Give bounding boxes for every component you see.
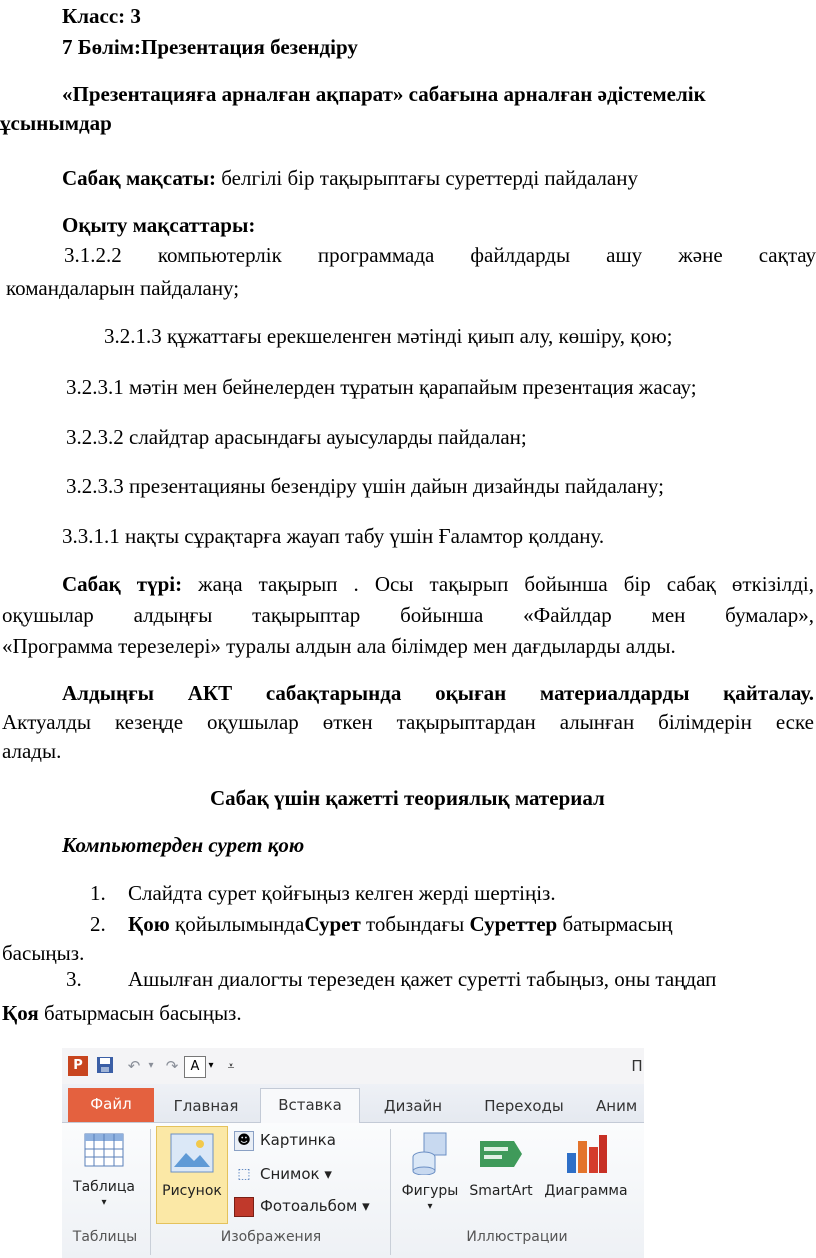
chart-icon — [564, 1131, 608, 1179]
screenshot-button-label: Снимок ▾ — [260, 1165, 332, 1183]
section-line: 7 Бөлім:Презентация безендіру — [62, 35, 358, 59]
doc-title: «Презентацияға арналған ақпарат» сабағына арналған әдістемелік — [62, 82, 706, 106]
group-illustrations-label: Иллюстрации — [466, 1229, 568, 1245]
table-button[interactable] — [68, 1129, 140, 1219]
clipart-button[interactable] — [234, 1129, 364, 1151]
customize-toolbar-icon[interactable]: ⩡ — [227, 1059, 235, 1073]
goal-label: Сабақ мақсаты: — [62, 166, 217, 190]
shapes-button[interactable] — [396, 1129, 464, 1219]
chart-button-label: Диаграмма — [544, 1183, 628, 1199]
step-2-number: 2. — [90, 912, 106, 936]
clipart-icon: ☻ — [234, 1131, 254, 1151]
tab-design[interactable]: Дизайн — [383, 1097, 443, 1115]
theory-heading: Сабақ үшін қажетті теориялық материал — [210, 786, 605, 810]
quick-access-toolbar — [62, 1048, 644, 1084]
step-1-number: 1. — [90, 881, 106, 905]
group-images-label: Изображения — [220, 1229, 322, 1245]
tab-transitions[interactable]: Переходы — [484, 1097, 564, 1115]
photoalbum-icon — [234, 1197, 254, 1217]
objective-4: 3.2.3.2 слайдтар арасындағы ауысуларды пайдалан; — [66, 425, 527, 449]
doc-title-cont: ұсынымдар — [0, 111, 112, 135]
objective-1: 3.1.2.2 компьютерлік программада файлдарды ашу және сақтау — [64, 243, 816, 267]
redo-icon[interactable]: ↷ — [165, 1057, 179, 1075]
group-separator — [150, 1129, 151, 1255]
group-tables-label: Таблицы — [72, 1229, 138, 1245]
type-line-3: «Программа терезелері» туралы алдын ала білімдер мен дағдыларды алды. — [2, 634, 676, 658]
save-icon[interactable] — [96, 1056, 114, 1076]
step-3-text: Ашылған диалогты терезеден қажет суретті табыңыз, оны таңдап — [128, 967, 717, 991]
subheading: Компьютерден сурет қою — [62, 833, 305, 857]
grade-line: Класс: 3 — [62, 4, 141, 28]
ribbon-screenshot — [62, 1048, 644, 1258]
ribbon-tabs — [62, 1084, 644, 1123]
table-dropdown-icon: ▾ — [101, 1197, 107, 1208]
tab-animations[interactable]: Аним — [596, 1097, 638, 1115]
review-line-1: Алдыңғы АКТ сабақтарында оқыған материалдарды қайталау. — [62, 681, 814, 705]
objective-1-cont: командаларын пайдалану; — [6, 276, 240, 300]
objective-6: 3.3.1.1 нақты сұрақтарға жауап табу үшін Ғаламтор қолдану. — [62, 524, 605, 548]
picture-button[interactable] — [156, 1126, 228, 1224]
review-line-2: Актуалды кезеңде оқушылар өткен тақырыптардан алынған білімдерін еске — [2, 710, 814, 734]
tab-file[interactable]: Файл — [68, 1088, 154, 1122]
undo-icon[interactable]: ↶ — [127, 1057, 141, 1075]
step-2-text: Қою қойылымындаСурет тобындағы Суреттер батырмасың — [128, 912, 673, 936]
clipart-button-label: Картинка — [260, 1131, 336, 1149]
table-button-label: Таблица — [73, 1179, 135, 1195]
shapes-dropdown-icon: ▾ — [427, 1201, 433, 1212]
window-title: П — [631, 1057, 643, 1075]
picture-icon — [170, 1133, 214, 1177]
goal-text: белгілі бір тақырыптағы суреттерді пайдалану — [216, 166, 638, 190]
picture-button-label: Рисунок — [162, 1183, 222, 1199]
photoalbum-button-label: Фотоальбом ▾ — [260, 1197, 370, 1215]
goal-line — [62, 165, 638, 191]
font-dropdown-icon[interactable]: ▾ — [208, 1060, 214, 1071]
smartart-icon — [478, 1135, 524, 1177]
screenshot-button[interactable] — [234, 1163, 364, 1185]
smartart-button-label: SmartArt — [469, 1183, 533, 1199]
step-2-cont: басыңыз. — [2, 941, 85, 965]
review-line-3: алады. — [2, 739, 62, 763]
step-3-number: 3. — [66, 967, 82, 991]
shapes-button-label: Фигуры — [401, 1183, 459, 1199]
step-1-text: Слайдта сурет қойғыңыз келген жерді шертіңіз. — [128, 881, 556, 905]
type-line-1: Сабақ түрі: жаңа тақырып . Осы тақырып бойынша бір сабақ өткізілді, — [62, 572, 814, 596]
objectives-label: Оқыту мақсаттары: — [62, 213, 256, 237]
photoalbum-button[interactable] — [234, 1195, 384, 1217]
type-line-2: оқушылар алдыңғы тақырыптар бойынша «Файлдар мен бумалар», — [2, 603, 814, 627]
undo-dropdown-icon[interactable]: ▾ — [148, 1060, 154, 1071]
step-3-cont: Қоя батырмасын басыңыз. — [2, 1001, 242, 1025]
tab-home[interactable]: Главная — [173, 1097, 239, 1115]
objective-3: 3.2.3.1 мәтін мен бейнелерден тұратын қарапайым презентация жасау; — [66, 375, 697, 399]
tab-insert[interactable]: Вставка — [260, 1088, 360, 1124]
shapes-icon — [410, 1131, 450, 1179]
smartart-button[interactable] — [466, 1129, 536, 1219]
table-icon — [84, 1133, 124, 1171]
objective-5: 3.2.3.3 презентацияны безендіру үшін дайын дизайнды пайдалану; — [66, 474, 664, 498]
chart-button[interactable] — [538, 1129, 634, 1219]
font-size-icon[interactable]: A — [184, 1056, 206, 1078]
group-separator — [390, 1129, 391, 1255]
objective-2: 3.2.1.3 құжаттағы ерекшеленген мәтінді қиып алу, көшіру, қою; — [104, 324, 673, 348]
screenshot-icon: ⬚ — [237, 1166, 251, 1182]
powerpoint-logo-icon: P — [68, 1056, 88, 1076]
ribbon-body — [62, 1123, 644, 1258]
